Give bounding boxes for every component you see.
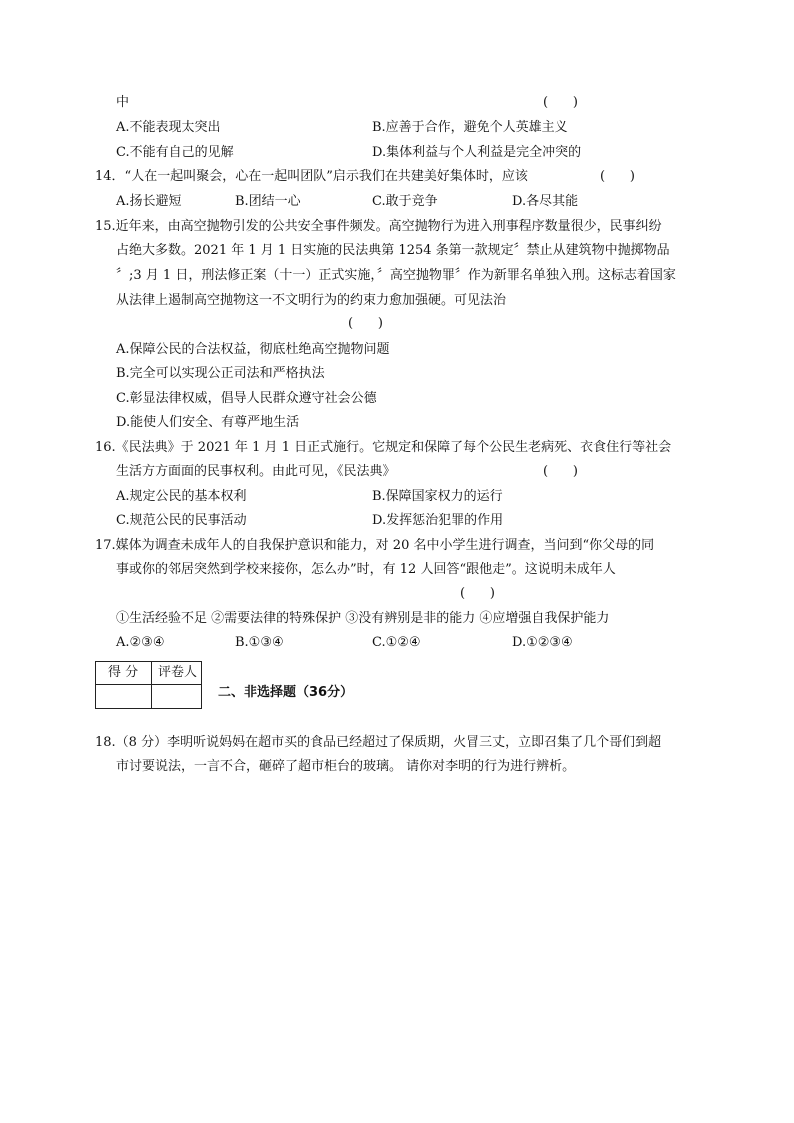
q16-answer-paren[interactable]: ( ) [543, 464, 578, 479]
q15-option-a[interactable]: A.保障公民的合法权益，彻底杜绝高空抛物问题 [116, 342, 390, 357]
grader-label: 评卷人 [158, 665, 198, 680]
q13-answer-paren[interactable]: ( ) [543, 95, 578, 110]
q16-stem-line-1: 16.《民法典》于 2021 年 1 月 1 日正式施行。它规定和保障了每个公民生老病死、衣食住行等社会 [95, 440, 672, 455]
q15-stem-line-4: 从法律上遏制高空抛物这一不文明行为的约束力愈加强硬。可见法治 [116, 293, 507, 308]
score-label: 得 分 [108, 665, 139, 680]
q13-option-b[interactable]: B.应善于合作，避免个人英雄主义 [372, 120, 568, 135]
q16-option-a[interactable]: A.规定公民的基本权利 [116, 489, 247, 504]
q13-option-a[interactable]: A.不能表现太突出 [116, 120, 221, 135]
q17-option-d[interactable]: D.①②③④ [512, 635, 573, 650]
score-table [95, 661, 202, 709]
q16-stem-line-2: 生活方方面面的民事权利。由此可见，《民法典》 [116, 464, 396, 479]
q15-answer-paren[interactable]: ( ) [348, 316, 383, 331]
q15-stem-line-3: 〞;3 月 1 日，刑法修正案（十一）正式实施，〞高空抛物罪〞作为新罪名单独入刑。这标志着国家 [116, 268, 676, 283]
q17-answer-paren[interactable]: ( ) [460, 586, 495, 601]
q18-stem-line-1: 18.（8 分）李明听说妈妈在超市买的食品已经超过了保质期，火冒三丈，立即召集了几个哥们到超 [95, 735, 662, 750]
q18-stem-line-2: 市讨要说法，一言不合，砸碎了超市柜台的玻璃。 请你对李明的行为进行辨析。 [116, 759, 576, 774]
q15-option-d[interactable]: D.能使人们安全、有尊严地生活 [116, 415, 300, 430]
q17-stem-line-2: 事或你的邻居突然到学校来接你，怎么办”时，有 12 人回答“跟他走”。这说明未成年人 [116, 562, 616, 577]
q14-option-a[interactable]: A.扬长避短 [116, 194, 182, 209]
q15-option-c[interactable]: C.彰显法律权威，倡导人民群众遵守社会公德 [116, 391, 377, 406]
q13-stem-tail: 中 [116, 95, 130, 110]
q14-stem: 14．“人在一起叫聚会，心在一起叫团队”启示我们在共建美好集体时，应该 [95, 169, 528, 184]
q14-option-b[interactable]: B.团结一心 [235, 194, 301, 209]
q13-option-d[interactable]: D.集体利益与个人利益是完全冲突的 [372, 145, 582, 160]
q17-statements: ①生活经验不足 ②需要法律的特殊保护 ③没有辨别是非的能力 ④应增强自我保护能力 [116, 611, 610, 626]
q17-option-c[interactable]: C.①②④ [372, 635, 421, 650]
q13-option-c[interactable]: C.不能有自己的见解 [116, 145, 234, 160]
section-2-title: 二、非选择题（36分） [218, 685, 354, 700]
q14-answer-paren[interactable]: ( ) [600, 169, 635, 184]
q17-option-b[interactable]: B.①③④ [235, 635, 284, 650]
q15-stem-line-1: 15.近年来，由高空抛物引发的公共安全事件频发。高空抛物行为进入刑事程序数量很少，民事纠纷 [95, 219, 662, 234]
q16-option-d[interactable]: D.发挥惩治犯罪的作用 [372, 513, 504, 528]
q15-option-b[interactable]: B.完全可以实现公正司法和严格执法 [116, 366, 325, 381]
q17-option-a[interactable]: A.②③④ [116, 635, 165, 650]
score-value-cell[interactable] [96, 685, 151, 708]
q17-stem-line-1: 17.媒体为调查未成年人的自我保护意识和能力，对 20 名中小学生进行调查，当问到“你父母的同 [95, 538, 655, 553]
q14-option-d[interactable]: D.各尽其能 [512, 194, 579, 209]
q14-option-c[interactable]: C.敢于竞争 [372, 194, 438, 209]
q15-stem-line-2: 占绝大多数。2021 年 1 月 1 日实施的民法典第 1254 条第一款规定〞禁止从建筑物中抛掷物品 [116, 243, 670, 258]
q16-option-c[interactable]: C.规范公民的民事活动 [116, 513, 247, 528]
q16-option-b[interactable]: B.保障国家权力的运行 [372, 489, 503, 504]
grader-value-cell[interactable] [152, 685, 201, 708]
